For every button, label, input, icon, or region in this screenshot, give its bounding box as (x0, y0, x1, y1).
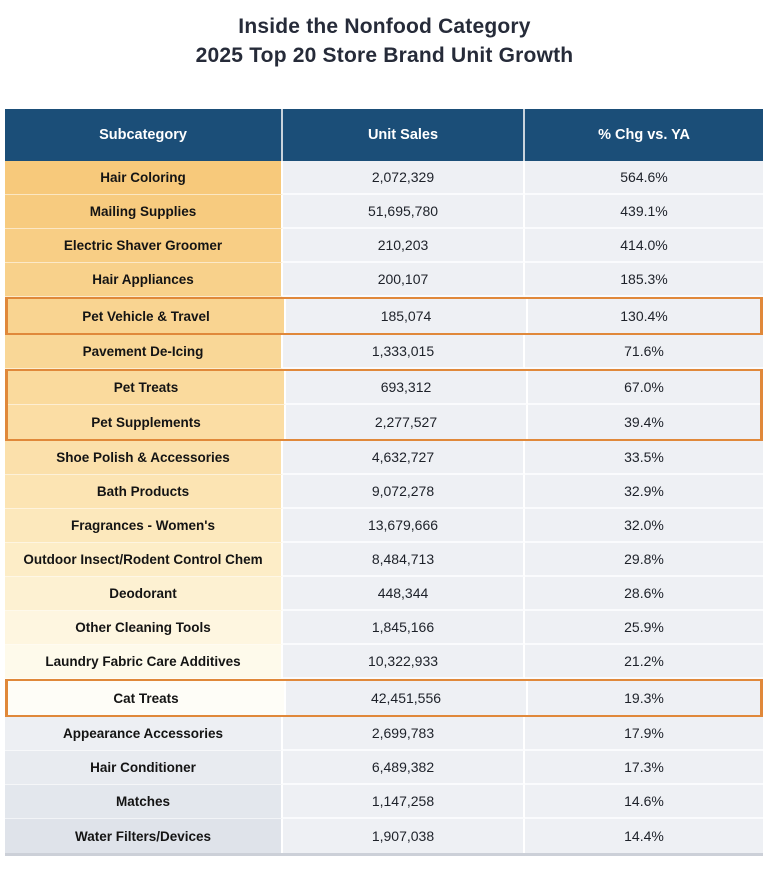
unit-sales-cell: 51,695,780 (283, 195, 525, 229)
pct-chg-cell: 32.9% (525, 475, 763, 509)
unit-sales-cell: 1,907,038 (283, 819, 525, 853)
pct-chg-cell: 33.5% (525, 441, 763, 475)
column-header-unit-sales: Unit Sales (283, 109, 525, 161)
table-row (5, 785, 763, 819)
table-row (5, 263, 763, 297)
table-row (5, 611, 763, 645)
unit-sales-cell: 2,072,329 (283, 161, 525, 195)
unit-sales-cell: 6,489,382 (283, 751, 525, 785)
unit-sales-cell: 185,074 (286, 299, 528, 333)
subcategory-cell: Other Cleaning Tools (5, 611, 283, 645)
unit-sales-cell: 42,451,556 (286, 681, 528, 715)
unit-sales-cell: 2,277,527 (286, 405, 528, 439)
table-row (5, 509, 763, 543)
table-row-highlighted (8, 299, 760, 333)
table-row-highlighted (8, 371, 760, 405)
subcategory-cell: Matches (5, 785, 283, 819)
pct-chg-cell: 17.9% (525, 717, 763, 751)
subcategory-cell: Hair Coloring (5, 161, 283, 195)
table-row (5, 229, 763, 263)
subcategory-cell: Pavement De-Icing (5, 335, 283, 369)
table-row (5, 717, 763, 751)
table-row (5, 819, 763, 853)
subcategory-cell: Electric Shaver Groomer (5, 229, 283, 263)
subcategory-cell: Shoe Polish & Accessories (5, 441, 283, 475)
unit-sales-cell: 2,699,783 (283, 717, 525, 751)
pct-chg-cell: 19.3% (528, 681, 760, 715)
highlight-box-cat-treats (5, 678, 763, 718)
unit-sales-cell: 13,679,666 (283, 509, 525, 543)
table-row-highlighted (8, 405, 760, 439)
table-row (5, 543, 763, 577)
table-row (5, 577, 763, 611)
subcategory-cell: Mailing Supplies (5, 195, 283, 229)
subcategory-cell: Appearance Accessories (5, 717, 283, 751)
column-header-subcategory: Subcategory (5, 109, 283, 161)
pct-chg-cell: 17.3% (525, 751, 763, 785)
unit-sales-cell: 1,845,166 (283, 611, 525, 645)
pct-chg-cell: 14.6% (525, 785, 763, 819)
pct-chg-cell: 71.6% (525, 335, 763, 369)
subcategory-cell: Pet Vehicle & Travel (8, 299, 286, 333)
subcategory-cell: Cat Treats (8, 681, 286, 715)
report-page (0, 12, 769, 888)
subcategory-cell: Laundry Fabric Care Additives (5, 645, 283, 679)
unit-sales-cell: 1,147,258 (283, 785, 525, 819)
pct-chg-cell: 439.1% (525, 195, 763, 229)
chart-title (0, 12, 769, 70)
table-row (5, 195, 763, 229)
column-header-pct-chg: % Chg vs. YA (525, 109, 763, 161)
chart-title-line2: 2025 Top 20 Store Brand Unit Growth (195, 44, 574, 67)
table-row (5, 475, 763, 509)
subcategory-cell: Hair Conditioner (5, 751, 283, 785)
unit-sales-cell: 10,322,933 (283, 645, 525, 679)
table-row (5, 161, 763, 195)
pct-chg-cell: 414.0% (525, 229, 763, 263)
pct-chg-cell: 39.4% (528, 405, 760, 439)
pct-chg-cell: 32.0% (525, 509, 763, 543)
unit-sales-cell: 210,203 (283, 229, 525, 263)
pct-chg-cell: 185.3% (525, 263, 763, 297)
pct-chg-cell: 21.2% (525, 645, 763, 679)
unit-sales-cell: 200,107 (283, 263, 525, 297)
subcategory-cell: Fragrances - Women's (5, 509, 283, 543)
table-row (5, 335, 763, 369)
table-row (5, 751, 763, 785)
subcategory-cell: Pet Supplements (8, 405, 286, 439)
unit-sales-cell: 693,312 (286, 371, 528, 405)
unit-sales-cell: 8,484,713 (283, 543, 525, 577)
subcategory-cell: Water Filters/Devices (5, 819, 283, 853)
subcategory-cell: Hair Appliances (5, 263, 283, 297)
subcategory-cell: Outdoor Insect/Rodent Control Chem (5, 543, 283, 577)
chart-title-line1: Inside the Nonfood Category (238, 15, 531, 38)
unit-sales-cell: 1,333,015 (283, 335, 525, 369)
pct-chg-cell: 25.9% (525, 611, 763, 645)
subcategory-cell: Bath Products (5, 475, 283, 509)
table-header-row (5, 109, 763, 161)
pct-chg-cell: 564.6% (525, 161, 763, 195)
pct-chg-cell: 29.8% (525, 543, 763, 577)
pct-chg-cell: 67.0% (528, 371, 760, 405)
pct-chg-cell: 130.4% (528, 299, 760, 333)
table-row (5, 645, 763, 679)
unit-sales-cell: 4,632,727 (283, 441, 525, 475)
unit-sales-cell: 9,072,278 (283, 475, 525, 509)
table-row-highlighted (8, 681, 760, 715)
pct-chg-cell: 14.4% (525, 819, 763, 853)
table-row (5, 441, 763, 475)
subcategory-cell: Pet Treats (8, 371, 286, 405)
pct-chg-cell: 28.6% (525, 577, 763, 611)
unit-growth-table (5, 109, 763, 856)
highlight-box-pet-treats-supplements (5, 368, 763, 442)
highlight-box-pet-vehicle-travel (5, 296, 763, 336)
unit-sales-cell: 448,344 (283, 577, 525, 611)
subcategory-cell: Deodorant (5, 577, 283, 611)
